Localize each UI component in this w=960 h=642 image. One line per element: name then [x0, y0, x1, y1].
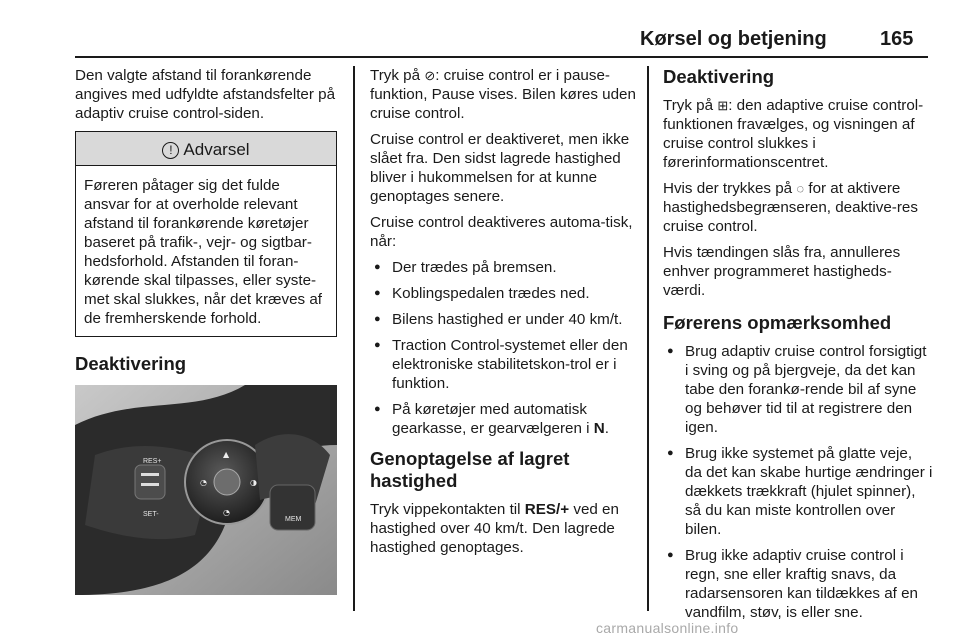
warning-header	[76, 132, 336, 166]
list-item: ● Bilens hastighed er under 40 km/t.	[370, 310, 638, 329]
bullet5-pre: På køretøjer med automatisk gearkasse, er gearvælgeren i	[392, 401, 590, 437]
svg-text:◑: ◑	[250, 478, 257, 487]
attention-list	[663, 342, 933, 622]
page-header-title: Kørsel og betjening	[640, 28, 827, 50]
limiter-text-pre: Hvis der trykkes på	[663, 180, 793, 197]
steering-wheel-illustration	[75, 385, 337, 595]
paragraph-limiter	[663, 179, 933, 236]
intro-paragraph: Den valgte afstand til forankørende angives med udfyldte afstandsfelter på adaptiv cruise control-siden.	[75, 67, 336, 122]
list-item: ● Traction Control-systemet eller den elektroniske stabilitetskon-trol er i funktion.	[370, 336, 638, 393]
cruise-pause-icon: ⊘	[424, 68, 436, 83]
svg-text:◔: ◔	[200, 478, 207, 487]
watermark: carmanualsonline.info	[596, 620, 739, 636]
section-heading-deaktivering: Deaktivering	[75, 353, 187, 374]
image-label-mem: MEM	[285, 516, 302, 523]
column-divider-1	[353, 66, 355, 611]
limiter-text-post: for at aktivere hastighedsbegrænseren, deaktive-res cruise control.	[663, 180, 918, 235]
list-item: ● Brug ikke systemet på glatte veje, da det kan skabe hurtige ændringer i dækkets trækkraft (hjulet spinner), så du kan miste kontrollen over bilen.	[663, 444, 933, 539]
column-1	[75, 66, 337, 595]
image-label-res: RES+	[143, 458, 162, 465]
paragraph-pause	[370, 66, 638, 123]
deselect-text-post: : den adaptive cruise control-funktionen fravælges, og visningen af cruise control slukkes i førerinformationscentret.	[663, 97, 924, 171]
deselect-text-pre: Tryk på	[663, 97, 714, 114]
svg-text:▲: ▲	[223, 450, 230, 459]
bullet5-post: .	[604, 420, 609, 437]
page-number: 165	[880, 28, 914, 50]
paragraph-deactivated: Cruise control er deaktiveret, men ikke slået fra. Den sidst lagrede hastighed bliver i hukommelsen for at kunne genoptages senere.	[370, 131, 630, 205]
list-item: ● Der trædes på bremsen.	[370, 258, 638, 277]
warning-title: Advarsel	[183, 140, 250, 159]
list-item	[370, 400, 638, 438]
paragraph-ignition: Hvis tændingen slås fra, annulleres enhver programmeret hastigheds-værdi.	[663, 244, 901, 299]
auto-deactivate-list	[370, 258, 638, 438]
svg-text:◔: ◔	[223, 508, 230, 517]
steering-wheel-controls-image	[75, 385, 337, 595]
section-heading-attention: Førerens opmærksomhed	[663, 312, 892, 333]
paragraph-deselect	[663, 96, 933, 172]
pause-text-post: : cruise control er i pause-funktion, Pause vises. Bilen køres uden cruise control.	[370, 67, 636, 122]
warning-box	[75, 131, 337, 337]
pause-text-pre: Tryk på	[370, 67, 421, 84]
adaptive-cruise-icon: ⊞	[717, 98, 729, 113]
list-item: ● Brug ikke adaptiv cruise control i regn, sne eller kraftig snavs, da radarsensoren kan tildækkes af en vandfilm, støv, is eller sne.	[663, 546, 933, 622]
header-rule	[75, 56, 928, 58]
warning-icon: !	[162, 142, 179, 159]
paragraph-resume	[370, 500, 638, 557]
speed-limiter-icon: ◌	[796, 181, 805, 196]
list-item: ● Brug adaptiv cruise control forsigtigt i sving og på bjergveje, da det kan tabe den forankø-rende bil af syne og behøver tid til at registrere den igen.	[663, 342, 933, 437]
warning-text: Føreren påtager sig det fulde ansvar for at overholde relevant afstand til forankørende køretøjer baseret på trafik-, vejr- og sigtbar-hedsforhold. Afstanden til foran-kørende skal tilpasses, eller syste-met skal slukkes, når det kræves af de fremherskende forhold.	[84, 177, 323, 327]
resume-text-pre: Tryk vippekontakten til	[370, 501, 521, 518]
gear-n: N	[593, 420, 605, 437]
list-item: ● Koblingspedalen trædes ned.	[370, 284, 638, 303]
section-heading-deaktivering-2: Deaktivering	[663, 66, 775, 87]
column-2	[370, 66, 638, 564]
section-heading-resume: Genoptagelse af lagret hastighed	[370, 448, 570, 491]
image-label-set: SET-	[143, 511, 159, 518]
res-plus-label: RES/+	[524, 501, 570, 518]
paragraph-auto-deactivate: Cruise control deaktiveres automa-tisk, når:	[370, 214, 633, 250]
column-3	[663, 66, 933, 629]
column-divider-2	[647, 66, 649, 611]
resume-text-post: ved en hastighed over 40 km/t. Den lagrede hastighed genoptages.	[370, 501, 619, 556]
